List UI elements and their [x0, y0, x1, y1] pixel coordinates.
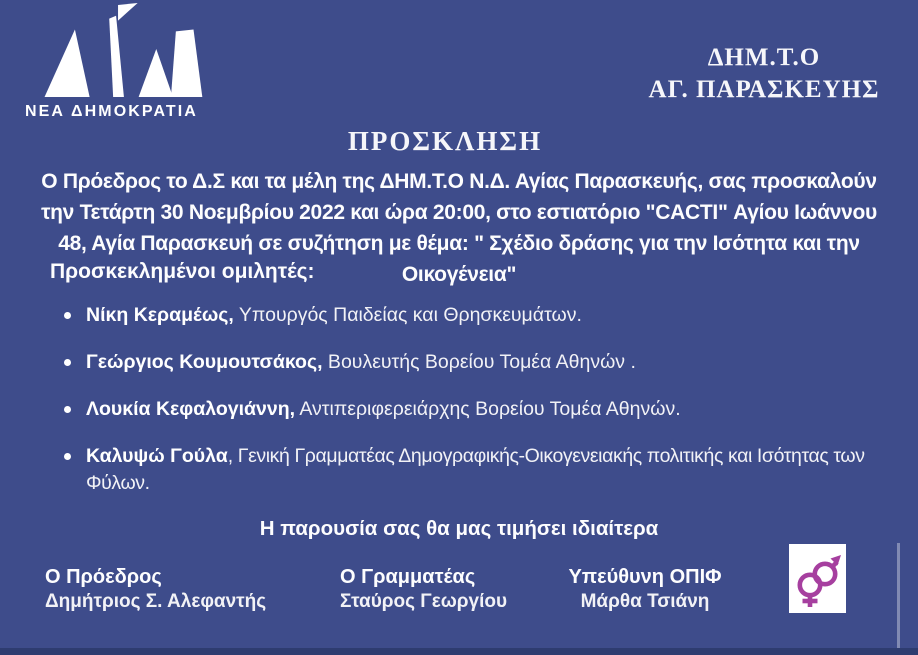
- invitation-title: ΠΡΟΣΚΛΗΣΗ: [347, 126, 543, 156]
- speaker-name: Νίκη Κεραμέως,: [86, 304, 234, 326]
- speaker-role: Αντιπεριφερειάρχης Βορείου Τομέα Αθηνών.: [295, 398, 681, 420]
- org-name-line2: ΑΓ. ΠΑΡΑΣΚΕΥΗΣ: [648, 76, 880, 103]
- signatures-row: [0, 564, 918, 624]
- signature-president: [45, 564, 266, 614]
- bullet-icon: [64, 406, 71, 413]
- signature-secretary: [340, 564, 507, 614]
- speaker-name: Λουκία Κεφαλογιάννη,: [86, 398, 296, 420]
- invitation-body: Ο Πρόεδρος το Δ.Σ και τα μέλη της ΔΗΜ.Τ.Ο Ν.Δ. Αγίας Παρασκευής, σας προσκαλούν την Τετάρτη 30 Νοεμβρίου 2022 και ώρα 20:00, στο εστιατόριο "CACTI" Αγίου Ιωάννου 48, Αγία Παρασκευή σε συζήτηση με θέμα: " Σχέδιο δράσης για την Ισότητα και την Οικογένεια": [41, 170, 877, 286]
- speaker-role: Υπουργός Παιδείας και Θρησκευμάτων.: [233, 304, 582, 326]
- speaker-role: , Γενική Γραμματέας Δημογραφικής-Οικογενειακής πολιτικής και Ισότητας των Φύλων.: [86, 445, 865, 494]
- nd-logo: [25, 2, 235, 121]
- speaker-item: [62, 302, 884, 329]
- signature-opif: [565, 564, 725, 614]
- speaker-item: [62, 443, 884, 497]
- edge-artifact-line: [897, 543, 900, 648]
- speakers-heading: Προσκεκλημένοι ομιλητές:: [50, 260, 315, 283]
- speakers-list: [62, 302, 884, 517]
- bullet-icon: [64, 453, 71, 460]
- bullet-icon: [64, 359, 71, 366]
- bullet-icon: [64, 312, 71, 319]
- speaker-item: [62, 349, 884, 376]
- gender-equality-logo: [789, 544, 846, 613]
- nd-logo-icon: [35, 2, 205, 100]
- org-name-line1: ΔΗΜ.Τ.Ο: [707, 44, 821, 71]
- nd-logo-wordmark: ΝΕΑ ΔΗΜΟΚΡΑΤΙΑ: [25, 103, 198, 120]
- signature-name: Δημήτριος Σ. Αλεφαντής: [45, 591, 267, 612]
- speaker-item: [62, 396, 884, 423]
- signature-name: Σταύρος Γεωργίου: [340, 591, 508, 612]
- signature-name: Μάρθα Τσιάνη: [580, 591, 710, 612]
- signature-title: Ο Γραμματέας: [340, 566, 476, 588]
- org-name-block: [614, 42, 914, 106]
- signature-title: Ο Πρόεδρος: [45, 566, 162, 588]
- speaker-name: Καλυψώ Γούλα: [86, 445, 228, 467]
- speaker-name: Γεώργιος Κουμουτσάκος,: [86, 351, 323, 373]
- closing-line: Η παρουσία σας θα μας τιμήσει ιδιαίτερα: [259, 517, 659, 540]
- speaker-role: Βουλευτής Βορείου Τομέα Αθηνών .: [322, 351, 636, 373]
- signature-title: Υπεύθυνη ΟΠΙΦ: [568, 566, 722, 588]
- male-female-symbols-icon: [793, 548, 843, 610]
- bottom-bar: [0, 648, 918, 655]
